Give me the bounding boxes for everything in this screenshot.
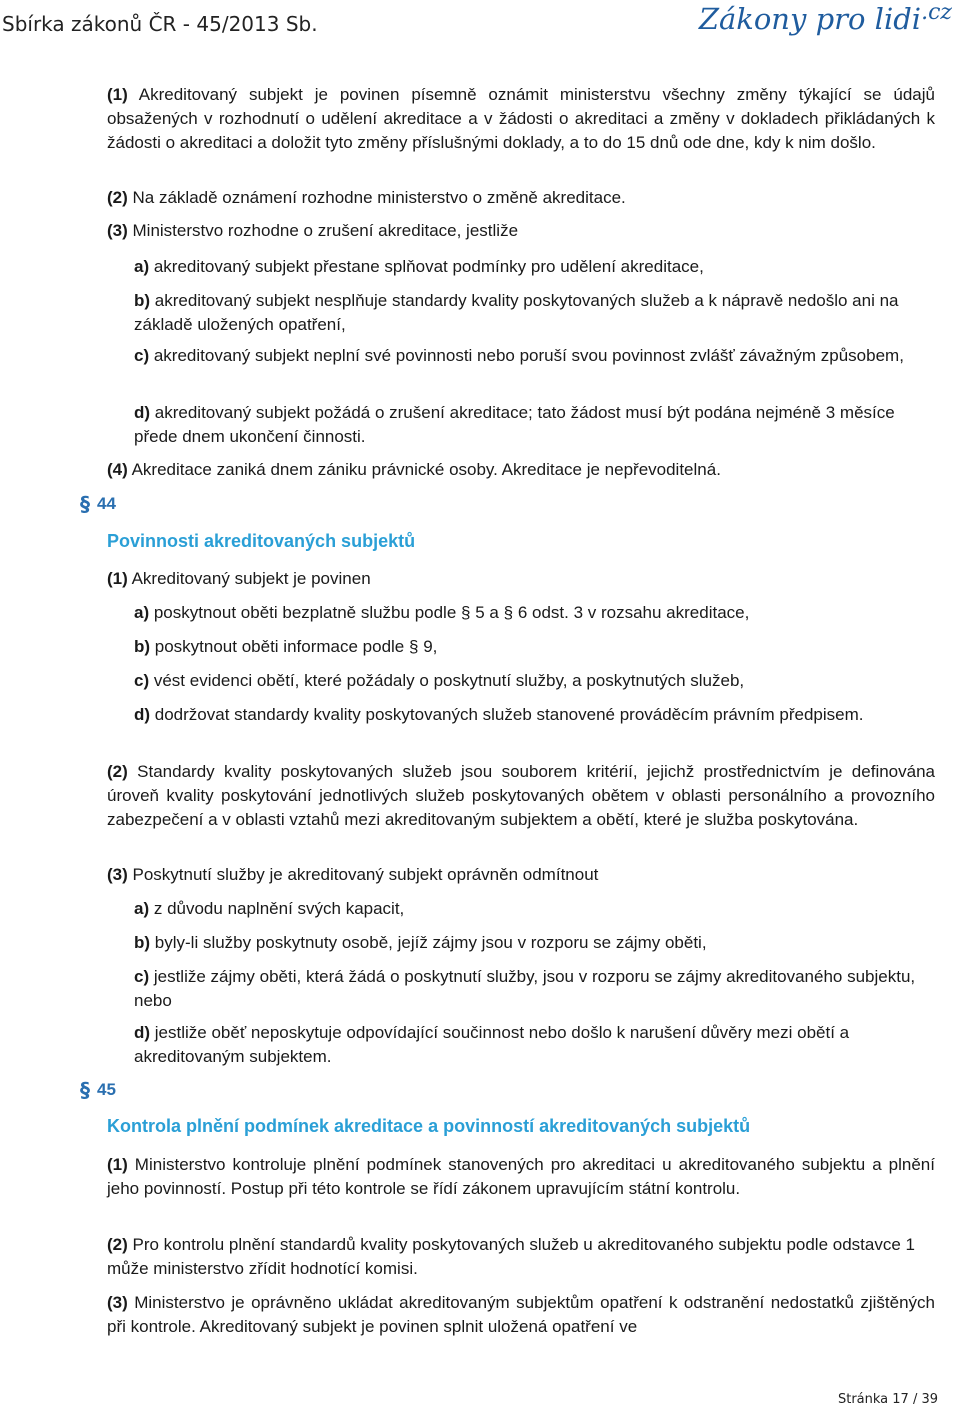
- para-text: Ministerstvo je oprávněno ukládat akreditovaným subjektům opatření k odstranění nedostatků zjištěných při kontrole. Akreditovaný subjekt je povinen splnit uložená opatření ve: [107, 1293, 935, 1336]
- list-item: [134, 401, 934, 449]
- item-text: poskytnout oběti bezplatně službu podle: [149, 603, 457, 622]
- para-text: Ministerstvo kontroluje plnění podmínek stanovených pro akreditaci u akreditovaného subjektu a plnění jeho povinností. Postup při této kontrole se řídí zákonem upravujícím státní kontrolu.: [107, 1155, 935, 1198]
- paragraph: [107, 1153, 935, 1201]
- item-text: akreditovaný subjekt neplní své povinnosti nebo poruší svou povinnost zvlášť závažným způsobem,: [149, 346, 904, 365]
- item-letter: c): [134, 671, 150, 690]
- section-link-44[interactable]: [80, 492, 116, 516]
- para-text: Ministerstvo rozhodne o zrušení akreditace, jestliže: [127, 221, 519, 240]
- paragraph: [107, 458, 935, 482]
- item-letter: a): [134, 257, 150, 276]
- para-num: (1): [107, 1155, 128, 1174]
- paragraph: [107, 83, 935, 155]
- section-heading: Povinnosti akreditovaných subjektů: [107, 531, 416, 551]
- logo-sup: cz: [928, 0, 952, 25]
- section-number: 44: [97, 494, 116, 513]
- para-num: (1): [107, 85, 128, 104]
- para-num: (2): [107, 188, 128, 207]
- para-text: Akreditovaný subjekt je povinen písemně oznámit ministerstvu všechny změny týkající se údajů obsažených v rozhodnutí o udělení akreditace a v žádosti o akreditaci a změny v dokladech přikládaných k žádosti o akreditaci a doložit tyto změny příslušnými doklady, a to do 15 dnů ode dne, kdy k nim došlo.: [107, 85, 935, 152]
- para-num: (1): [107, 569, 128, 588]
- para-num: (2): [107, 1235, 128, 1254]
- list-item: [134, 601, 934, 625]
- site-logo[interactable]: Zákony pro lidi$^{.cz}$: [698, 0, 952, 36]
- para-text: Na základě oznámení rozhodne ministerstvo o změně akreditace.: [127, 188, 626, 207]
- section-icon: [80, 493, 91, 515]
- para-text: Akreditace zaniká dnem zániku právnické osoby. Akreditace je nepřevoditelná.: [127, 460, 721, 479]
- item-text: akreditovaný subjekt přestane splňovat podmínky pro udělení akreditace,: [149, 257, 704, 276]
- item-letter: b): [134, 637, 151, 656]
- paragraph: [107, 567, 935, 591]
- para-num: (3): [107, 865, 128, 884]
- item-letter: c): [134, 967, 150, 986]
- item-letter: d): [134, 1023, 151, 1042]
- item-letter: c): [134, 346, 150, 365]
- para-text: Akreditovaný subjekt je povinen: [127, 569, 371, 588]
- section-icon: §: [503, 603, 514, 622]
- section-heading: Kontrola plnění podmínek akreditace a povinností akreditovaných subjektů: [107, 1116, 751, 1136]
- paragraph: [107, 1291, 935, 1338]
- ref-joiner: a: [484, 603, 504, 622]
- list-item: [134, 1021, 934, 1069]
- paragraph: [107, 760, 935, 832]
- section-icon: [80, 1079, 91, 1101]
- section-icon: §: [409, 637, 419, 656]
- section-ref-link[interactable]: [461, 601, 485, 625]
- item-letter: b): [134, 933, 151, 952]
- item-text-rest: ,: [432, 637, 438, 656]
- paragraph: [107, 863, 935, 887]
- para-text: Standardy kvality poskytovaných služeb jsou souborem kritérií, jejichž prostřednictvím je definována úroveň kvality poskytování jednotlivých služeb poskytovaných obětem v oblasti personálního a provozního zabezpečení a v oblasti vztahů mezi akreditovaným subjektem a obětí, které je služba poskytována.: [107, 762, 935, 829]
- item-text: byly-li služby poskytnuty osobě, jejíž zájmy jsou v rozporu se zájmy oběti,: [150, 933, 707, 952]
- section-number: 45: [97, 1080, 116, 1099]
- item-text: jestliže oběť neposkytuje odpovídající součinnost nebo došlo k narušení důvěry mezi obětí a akreditovaným subjektem.: [134, 1023, 850, 1066]
- item-text: poskytnout oběti informace podle: [150, 637, 405, 656]
- item-letter: b): [134, 291, 151, 310]
- para-num: (4): [107, 460, 128, 479]
- item-letter: a): [134, 603, 150, 622]
- list-item: [134, 965, 934, 1013]
- section-ref-number: 9: [423, 637, 433, 656]
- list-item: [134, 635, 934, 659]
- item-text: dodržovat standardy kvality poskytovaných služeb stanovené prováděcím právním předpisem.: [150, 705, 864, 724]
- section-ref-link[interactable]: [504, 601, 528, 625]
- list-item: [134, 344, 934, 368]
- list-item: [134, 931, 934, 955]
- list-item: [134, 255, 934, 279]
- item-letter: a): [134, 899, 150, 918]
- para-num: (2): [107, 762, 128, 781]
- list-item: [134, 669, 934, 693]
- para-num: (3): [107, 221, 128, 240]
- para-num: (3): [107, 1293, 128, 1312]
- document-title: Sbírka zákonů ČR - 45/2013 Sb.: [2, 12, 318, 36]
- section-ref-number: 5: [475, 603, 485, 622]
- item-text: jestliže zájmy oběti, která žádá o poskytnutí služby, jsou v rozporu se zájmy akreditovaného subjektu, nebo: [134, 967, 916, 1010]
- paragraph: [107, 186, 935, 210]
- list-item: [134, 289, 934, 337]
- page-number: Stránka 17 / 39: [837, 1392, 938, 1407]
- para-text: Pro kontrolu plnění standardů kvality poskytovaných služeb u akreditovaného subjektu podle odstavce 1 může ministerstvo zřídit hodnotící komisi.: [107, 1235, 915, 1278]
- paragraph: [107, 1233, 935, 1281]
- item-text: akreditovaný subjekt nesplňuje standardy kvality poskytovaných služeb a k nápravě nedošlo ani na základě uložených opatření,: [134, 291, 899, 334]
- section-ref-link[interactable]: [409, 635, 433, 659]
- svg-text:§: §: [80, 493, 90, 515]
- svg-text:§: §: [80, 1079, 90, 1101]
- section-ref-number: 6: [517, 603, 528, 622]
- list-item: [134, 703, 934, 727]
- section-icon: §: [461, 603, 471, 622]
- item-text: z důvodu naplnění svých kapacit,: [149, 899, 405, 918]
- list-item: [134, 897, 934, 921]
- item-letter: d): [134, 705, 151, 724]
- item-letter: d): [134, 403, 151, 422]
- item-text-rest: odst. 3 v rozsahu akreditace,: [527, 603, 750, 622]
- logo-text: Zákony pro lidi: [698, 2, 922, 36]
- paragraph: [107, 219, 935, 243]
- para-text: Poskytnutí služby je akreditovaný subjekt oprávněn odmítnout: [127, 865, 599, 884]
- section-link-45[interactable]: [80, 1078, 116, 1102]
- item-text: akreditovaný subjekt požádá o zrušení akreditace; tato žádost musí být podána nejméně 3 měsíce přede dnem ukončení činnosti.: [134, 403, 895, 446]
- item-text: vést evidenci obětí, které požádaly o poskytnutí služby, a poskytnutých služeb,: [149, 671, 745, 690]
